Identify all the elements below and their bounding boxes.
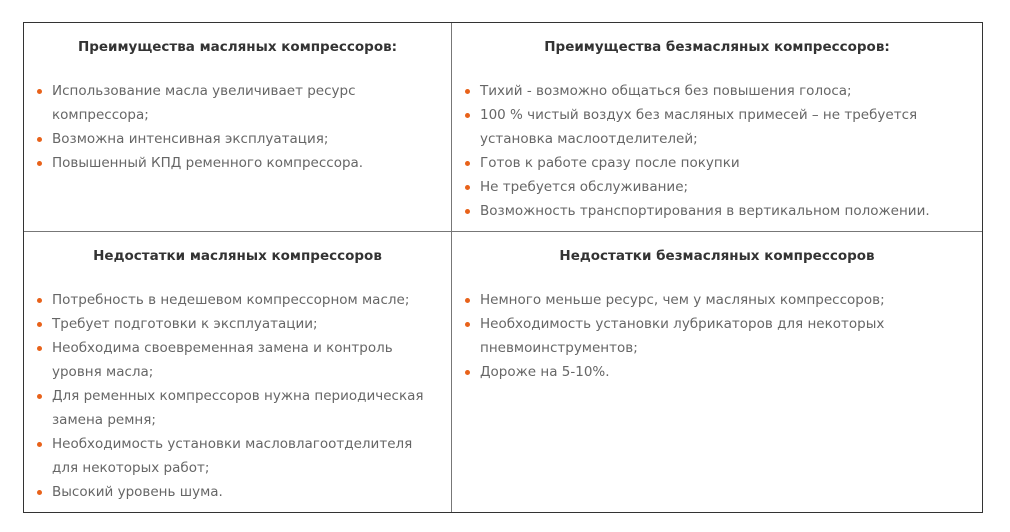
list-item [462, 103, 972, 151]
bullet-list [34, 79, 441, 175]
list-item [34, 288, 441, 312]
cell-oil-disadvantages [24, 232, 452, 512]
list-item-text: 100 % чистый воздух без масляных примесей – не требуется установка маслоотделителей; [480, 107, 918, 147]
cell-title: Преимущества безмасляных компрессоров: [544, 39, 890, 55]
list-item-text: Не требуется обслуживание; [480, 179, 689, 195]
list-item [462, 312, 972, 360]
list-item [34, 79, 441, 127]
bullet-dot-icon [37, 89, 42, 94]
list-item-text: Возможна интенсивная эксплуатация; [52, 131, 329, 147]
list-item [462, 175, 972, 199]
list-item-text: Дороже на 5-10%. [480, 364, 610, 380]
list-item [462, 79, 972, 103]
list-item [34, 336, 441, 384]
bullet-list [462, 79, 972, 223]
list-item-text: Использование масла увеличивает ресурс компрессора; [52, 83, 356, 123]
bullet-dot-icon [465, 370, 470, 375]
bullet-list [462, 288, 972, 384]
comparison-table [23, 22, 983, 513]
cell-title: Недостатки безмасляных компрессоров [559, 248, 875, 264]
list-item [462, 151, 972, 175]
list-item [462, 360, 972, 384]
list-item-text: Требует подготовки к эксплуатации; [52, 316, 318, 332]
bullet-dot-icon [37, 346, 42, 351]
list-item-text: Повышенный КПД ременного компрессора. [52, 155, 364, 171]
bullet-dot-icon [37, 442, 42, 447]
bullet-dot-icon [37, 490, 42, 495]
cell-title: Недостатки масляных компрессоров [93, 248, 382, 264]
list-item [34, 151, 441, 175]
list-item-text: Тихий - возможно общаться без повышения голоса; [480, 83, 852, 99]
bullet-dot-icon [37, 161, 42, 166]
bullet-list [34, 288, 441, 504]
list-item [34, 384, 441, 432]
list-item [34, 480, 441, 504]
bullet-dot-icon [465, 298, 470, 303]
bullet-dot-icon [465, 322, 470, 327]
list-item-text: Потребность в недешевом компрессорном масле; [52, 292, 410, 308]
cell-title: Преимущества масляных компрессоров: [77, 39, 398, 55]
bullet-dot-icon [37, 394, 42, 399]
list-item [462, 199, 972, 223]
list-item [462, 288, 972, 312]
list-item-text: Необходимость установки лубрикаторов для некоторых пневмоинструментов; [480, 316, 885, 356]
bullet-dot-icon [37, 322, 42, 327]
cell-oil-advantages [24, 23, 452, 232]
cell-oilfree-advantages [452, 23, 982, 232]
list-item-text: Возможность транспортирования в вертикальном положении. [480, 203, 930, 219]
bullet-dot-icon [37, 298, 42, 303]
bullet-dot-icon [465, 161, 470, 166]
bullet-dot-icon [465, 89, 470, 94]
bullet-dot-icon [465, 113, 470, 118]
list-item-text: Немного меньше ресурс, чем у масляных компрессоров; [480, 292, 885, 308]
list-item [34, 312, 441, 336]
bullet-dot-icon [465, 209, 470, 214]
bullet-dot-icon [465, 185, 470, 190]
cell-oilfree-disadvantages [452, 232, 982, 512]
list-item [34, 127, 441, 151]
list-item [34, 432, 441, 480]
list-item-text: Высокий уровень шума. [52, 484, 223, 500]
list-item-text: Необходима своевременная замена и контроль уровня масла; [52, 340, 393, 380]
bullet-dot-icon [37, 137, 42, 142]
list-item-text: Для ременных компрессоров нужна периодическая замена ремня; [52, 388, 424, 428]
list-item-text: Готов к работе сразу после покупки [480, 155, 740, 171]
list-item-text: Необходимость установки масловлагоотделителя для некоторых работ; [52, 436, 413, 476]
